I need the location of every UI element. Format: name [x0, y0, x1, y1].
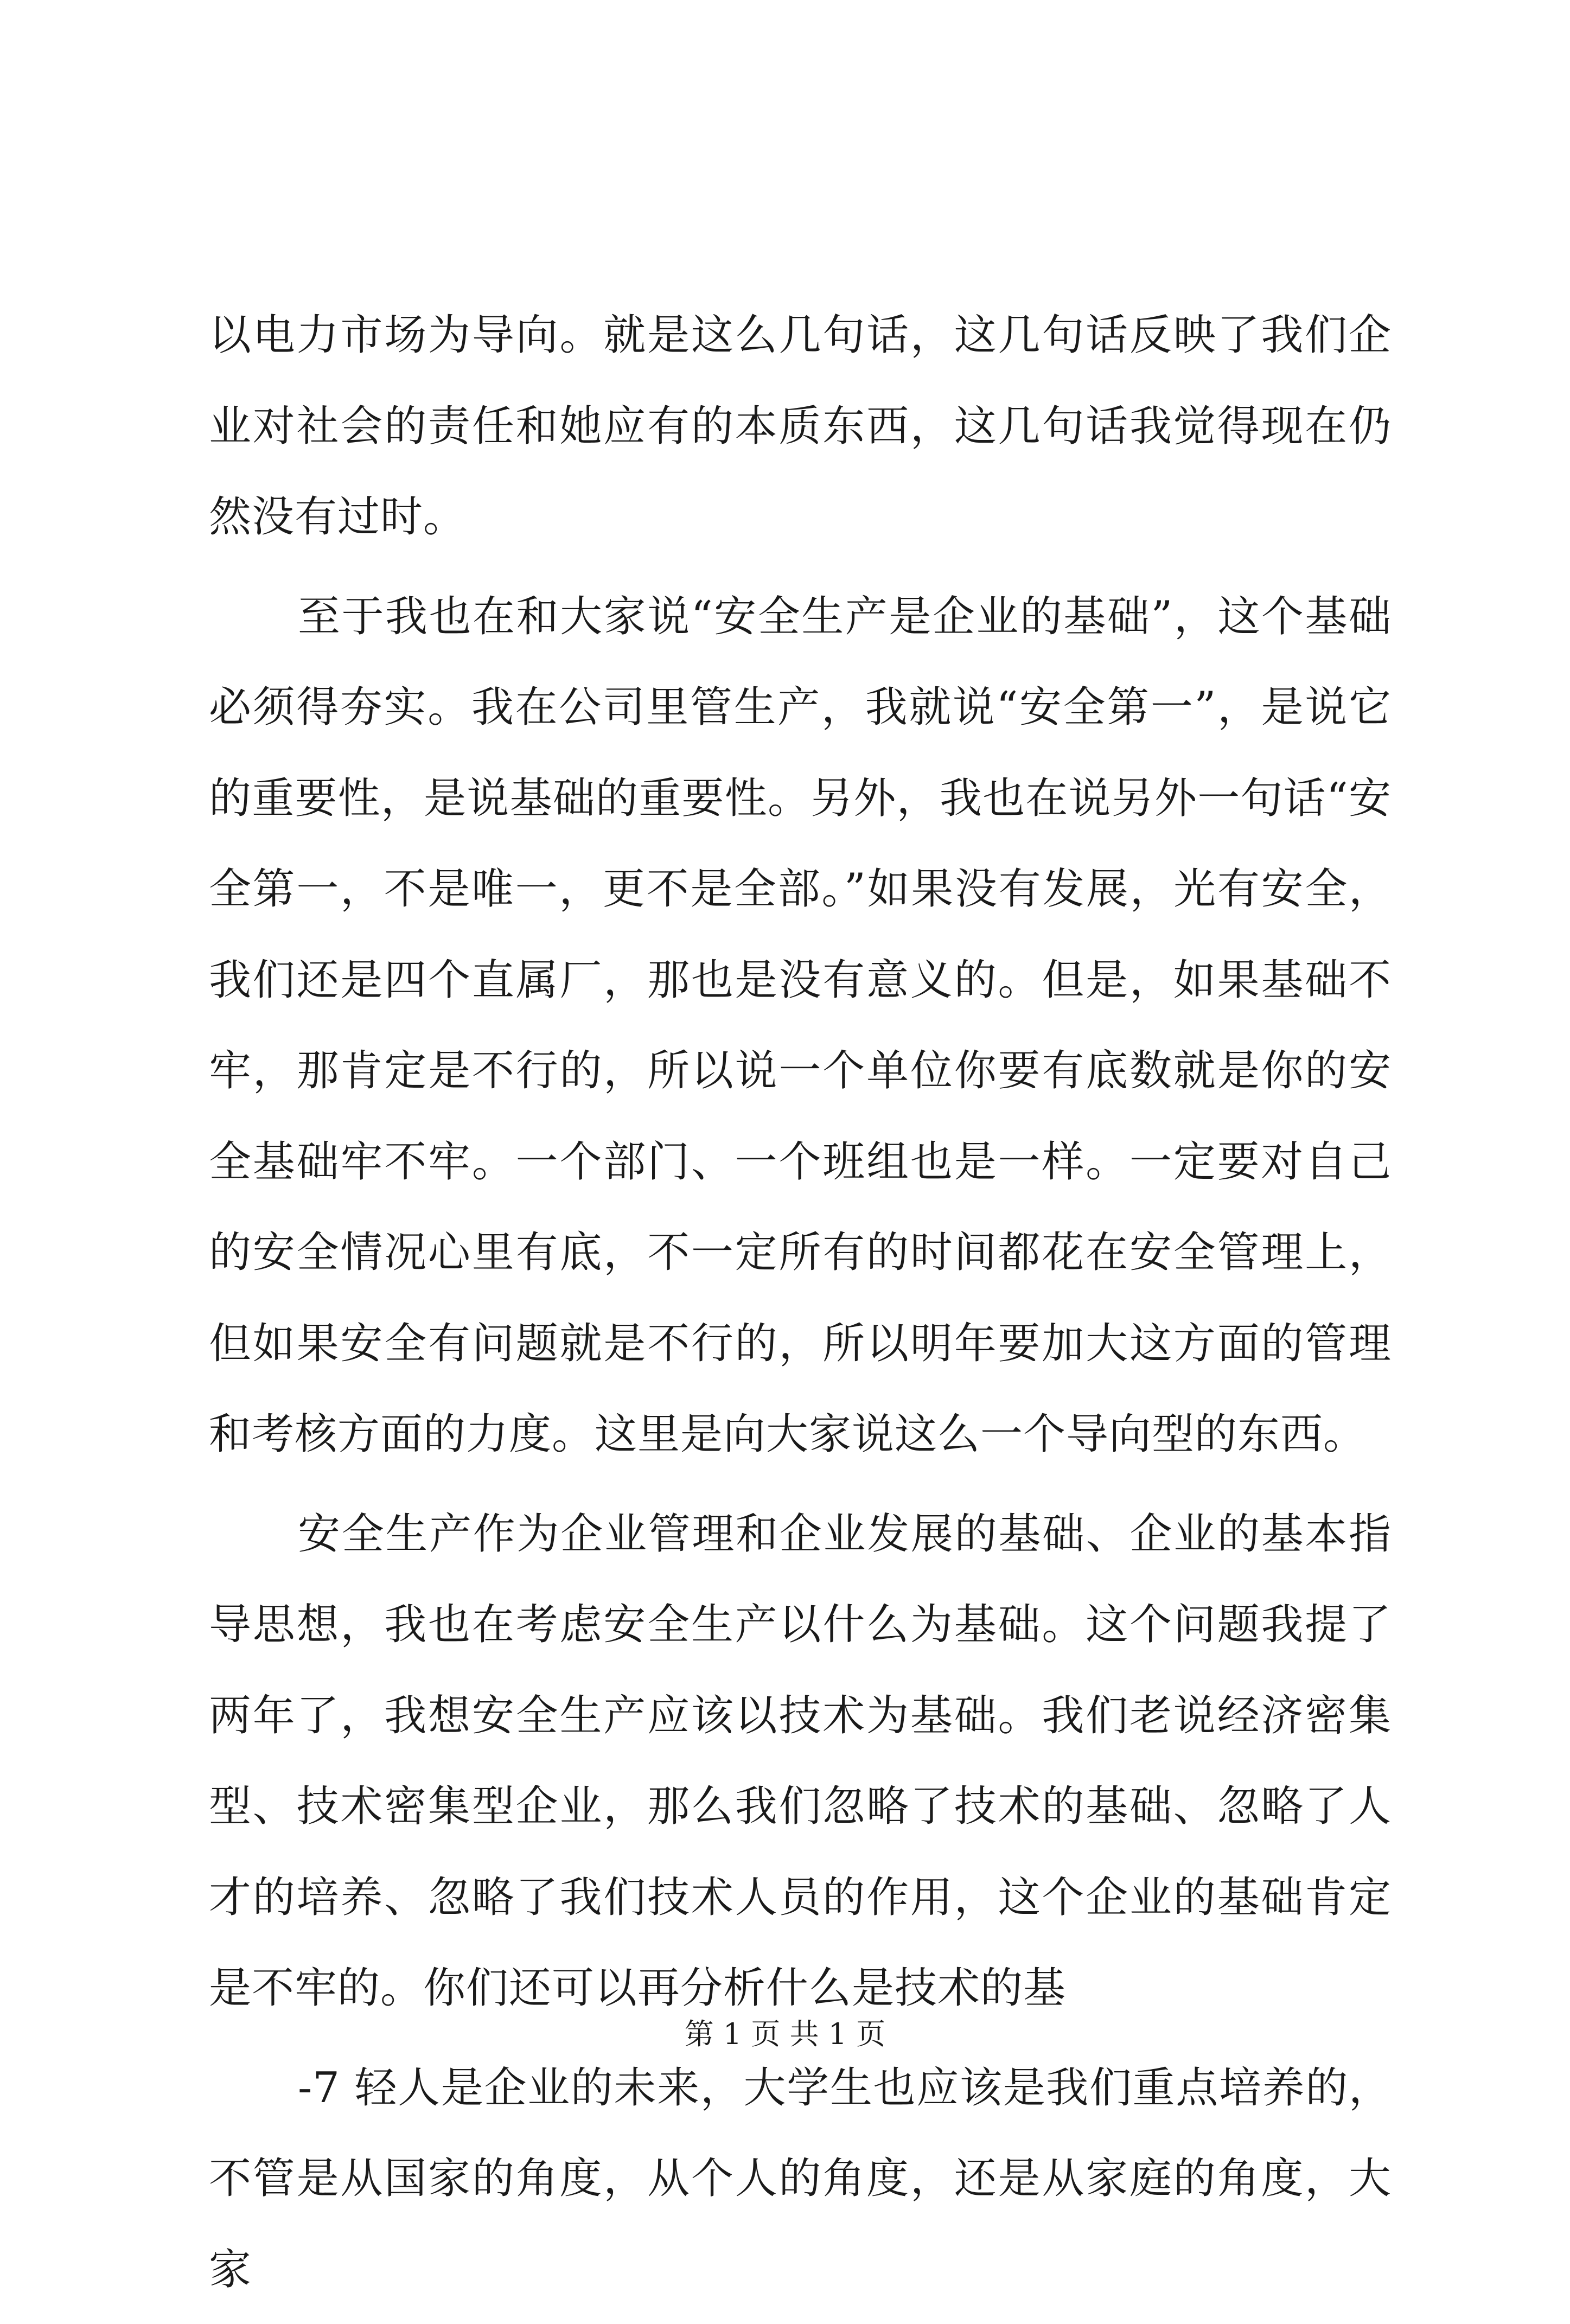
paragraph-2: 至于我也在和大家说“安全生产是企业的基础”，这个基础必须得夯实。我在公司里管生产，我就说“安全第一”，是说它的重要性，是说基础的重要性。另外，我也在说另外一句话“安全第一，不是唯一，更不是全部。”如果没有发展，光有安全，我们还是四个直属厂，那也是没有意义的。但是，如果基础不牢，那肯定是不行的，所以说一个单位你要有底数就是你的安全基础牢不牢。一个部门、一个班组也是一样。一定要对自己的安全情况心里有底，不一定所有的时间都花在安全管理上，但如果安全有问题就是不行的，所以明年要加大这方面的管理和考核方面的力度。这里是向大家说这么一个导向型的东西。: [209, 592, 1392, 1459]
paragraph-3: 安全生产作为企业管理和企业发展的基础、企业的基本指导思想，我也在考虑安全生产以什么为基础。这个问题我提了两年了，我想安全生产应该以技术为基础。我们老说经济密集型、技术密集型企业，那么我们忽略了技术的基础、忽略了人才的培养、忽略了我们技术人员的作用，这个企业的基础肯定是不牢的。你们还可以再分析什么是技术的基: [209, 1509, 1392, 2013]
page-footer: 第 1 页 共 1 页: [684, 2017, 886, 2051]
paragraph-4: -7 轻人是企业的未来，大学生也应该是我们重点培养的，不管是从国家的角度，从个人的角度，还是从家庭的角度，大家: [209, 2063, 1392, 2294]
paragraph-1: 以电力市场为导向。就是这么几句话，这几句话反映了我们企业对社会的责任和她应有的本质东西，这几句话我觉得现在仍然没有过时。: [209, 311, 1392, 541]
